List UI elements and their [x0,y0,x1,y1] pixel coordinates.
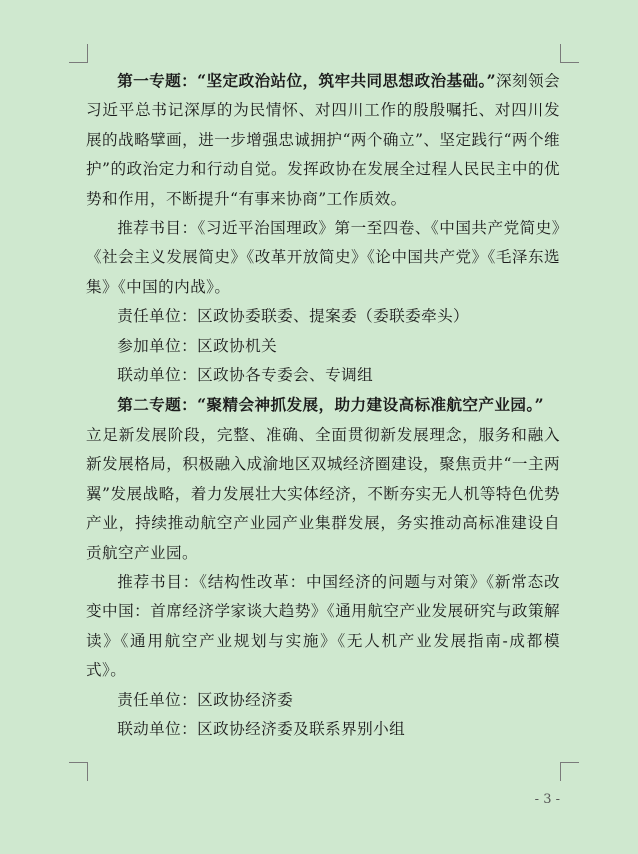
section-1-participating: 参加单位：区政协机关 [117,336,278,355]
section-1-books: 推荐书目：《习近平治国理政》第一至四卷、《中国共产党简史》《社会主义发展简史》《改革开放简史》《论中国共产党》《毛泽东选集》《中国的内战》。 [86,219,560,296]
crop-mark-top-left [69,44,88,63]
section-1-linked: 联动单位：区政协各专委会、专调组 [117,366,374,385]
section-2-body: 立足新发展阶段，完整、准确、全面贯彻新发展理念，服务和融入新发展格局，积极融入成渝地区双城经济圈建设，聚焦贡井“一主两翼”发展战略，着力发展壮大实体经济，不断夯实无人机等特色优势产业，持续推动航空产业园产业集群发展，务实推动高标准建设自贡航空产业园。 [86,425,560,562]
crop-mark-bottom-left [69,762,88,781]
section-2-heading: 第二专题：“聚精会神抓发展，助力建设高标准航空产业园。” [117,395,544,415]
section-1-responsible: 责任单位：区政协委联委、提案委（委联委牵头） [117,307,470,326]
page-number: - 3 - [534,792,560,807]
section-1-body: 深刻领会习近平总书记深厚的为民情怀、对四川工作的殷殷嘱托、对四川发展的战略擘画，进一步增强忠诚拥护“两个确立”、坚定践行“两个维护”的政治定力和行动自觉。发挥政协在发展全过程人民民主中的优势和作用，不断提升“有事来协商”工作质效。 [86,72,560,208]
section-2-heading-line [86,390,560,420]
section-2-responsible: 责任单位：区政协经济委 [117,690,294,709]
document-body [86,66,560,744]
section-2-books: 推荐书目：《结构性改革：中国经济的问题与对策》《新常态改变中国：首席经济学家谈大趋势》《通用航空产业发展研究与政策解读》《通用航空产业规划与实施》《无人机产业发展指南-成都模式》。 [86,572,560,680]
section-1-paragraph [86,66,560,214]
crop-mark-bottom-right [560,762,579,781]
section-1-heading: 第一专题：“坚定政治站位，筑牢共同思想政治基础。” [117,71,497,90]
section-2-linked: 联动单位：区政协经济委及联系界别小组 [117,719,406,738]
crop-mark-top-right [560,44,579,63]
